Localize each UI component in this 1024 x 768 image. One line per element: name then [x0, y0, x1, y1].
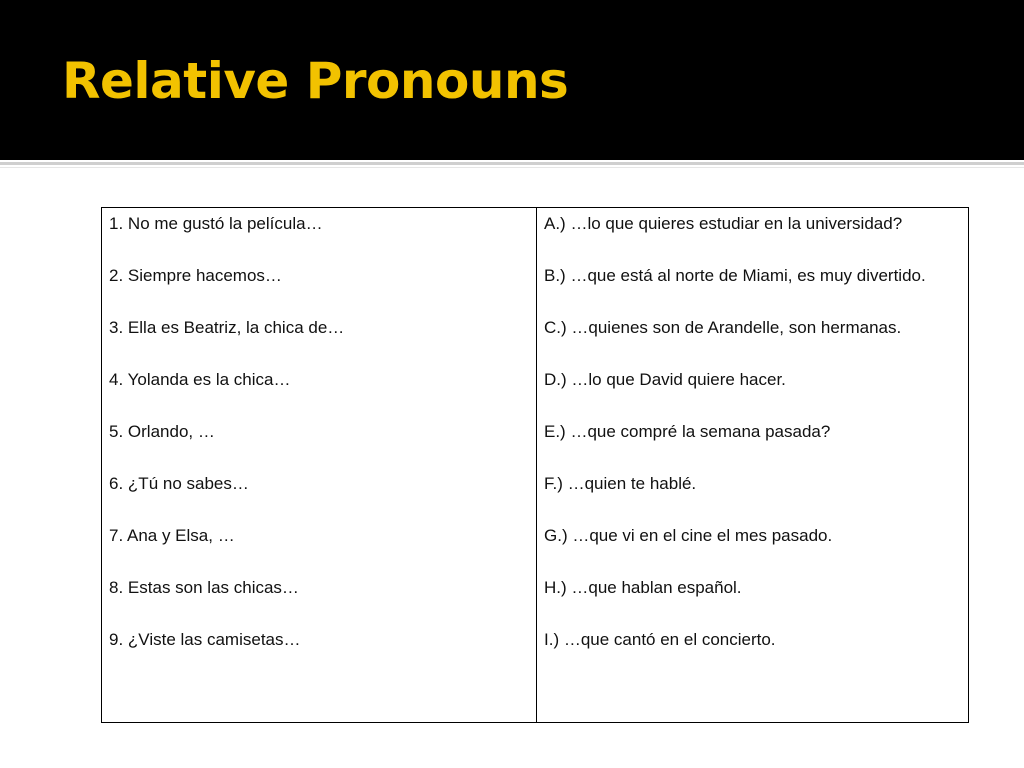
sentence-ending-item: F.) …quien te hablé. — [544, 474, 697, 493]
title-bar — [0, 0, 1024, 160]
sentence-start-item: 7. Ana y Elsa, … — [109, 526, 235, 545]
sentence-start-text: Siempre hacemos… — [127, 266, 282, 285]
sentence-start-text: Orlando, … — [127, 422, 215, 441]
sentence-ending-item: B.) …que está al norte de Miami, es muy divertido. — [544, 266, 926, 285]
sentence-ending-item: G.) …que vi en el cine el mes pasado. — [544, 526, 833, 545]
sentence-ending-item: D.) …lo que David quiere hacer. — [544, 370, 786, 389]
sentence-start-text: No me gustó la película… — [127, 214, 323, 233]
sentence-start-item: 9. ¿Viste las camisetas… — [109, 630, 301, 649]
divider — [0, 162, 1024, 165]
sentence-start-text: ¿Viste las camisetas… — [127, 630, 301, 649]
sentence-start-item: 5. Orlando, … — [109, 422, 215, 441]
sentence-ending-item: A.) …lo que quieres estudiar en la universidad? — [544, 214, 903, 233]
sentence-start-text: Estas son las chicas… — [127, 578, 299, 597]
sentence-start-text: Ana y Elsa, … — [126, 526, 235, 545]
sentence-start-item: 2. Siempre hacemos… — [109, 266, 282, 285]
sentence-ending-item: C.) …quienes son de Arandelle, son hermanas. — [544, 318, 902, 337]
sentence-ending-item: I.) …que cantó en el concierto. — [544, 630, 776, 649]
sentence-start-item: 4. Yolanda es la chica… — [109, 370, 291, 389]
sentence-ending-item: E.) …que compré la semana pasada? — [544, 422, 831, 441]
sentence-start-text: Yolanda es la chica… — [127, 370, 291, 389]
sentence-start-item: 6. ¿Tú no sabes… — [109, 474, 249, 493]
sentence-endings-column — [537, 208, 968, 722]
sentence-start-text: ¿Tú no sabes… — [127, 474, 249, 493]
sentence-starts-column — [102, 208, 537, 722]
divider-thin — [0, 167, 1024, 168]
sentence-start-text: Ella es Beatriz, la chica de… — [127, 318, 345, 337]
sentence-ending-item: H.) …que hablan español. — [544, 578, 742, 597]
sentence-start-item: 1. No me gustó la película… — [109, 214, 323, 233]
slide-title: Relative Pronouns — [62, 52, 569, 110]
matching-table — [101, 207, 969, 723]
sentence-start-item: 8. Estas son las chicas… — [109, 578, 299, 597]
sentence-start-item: 3. Ella es Beatriz, la chica de… — [109, 318, 345, 337]
